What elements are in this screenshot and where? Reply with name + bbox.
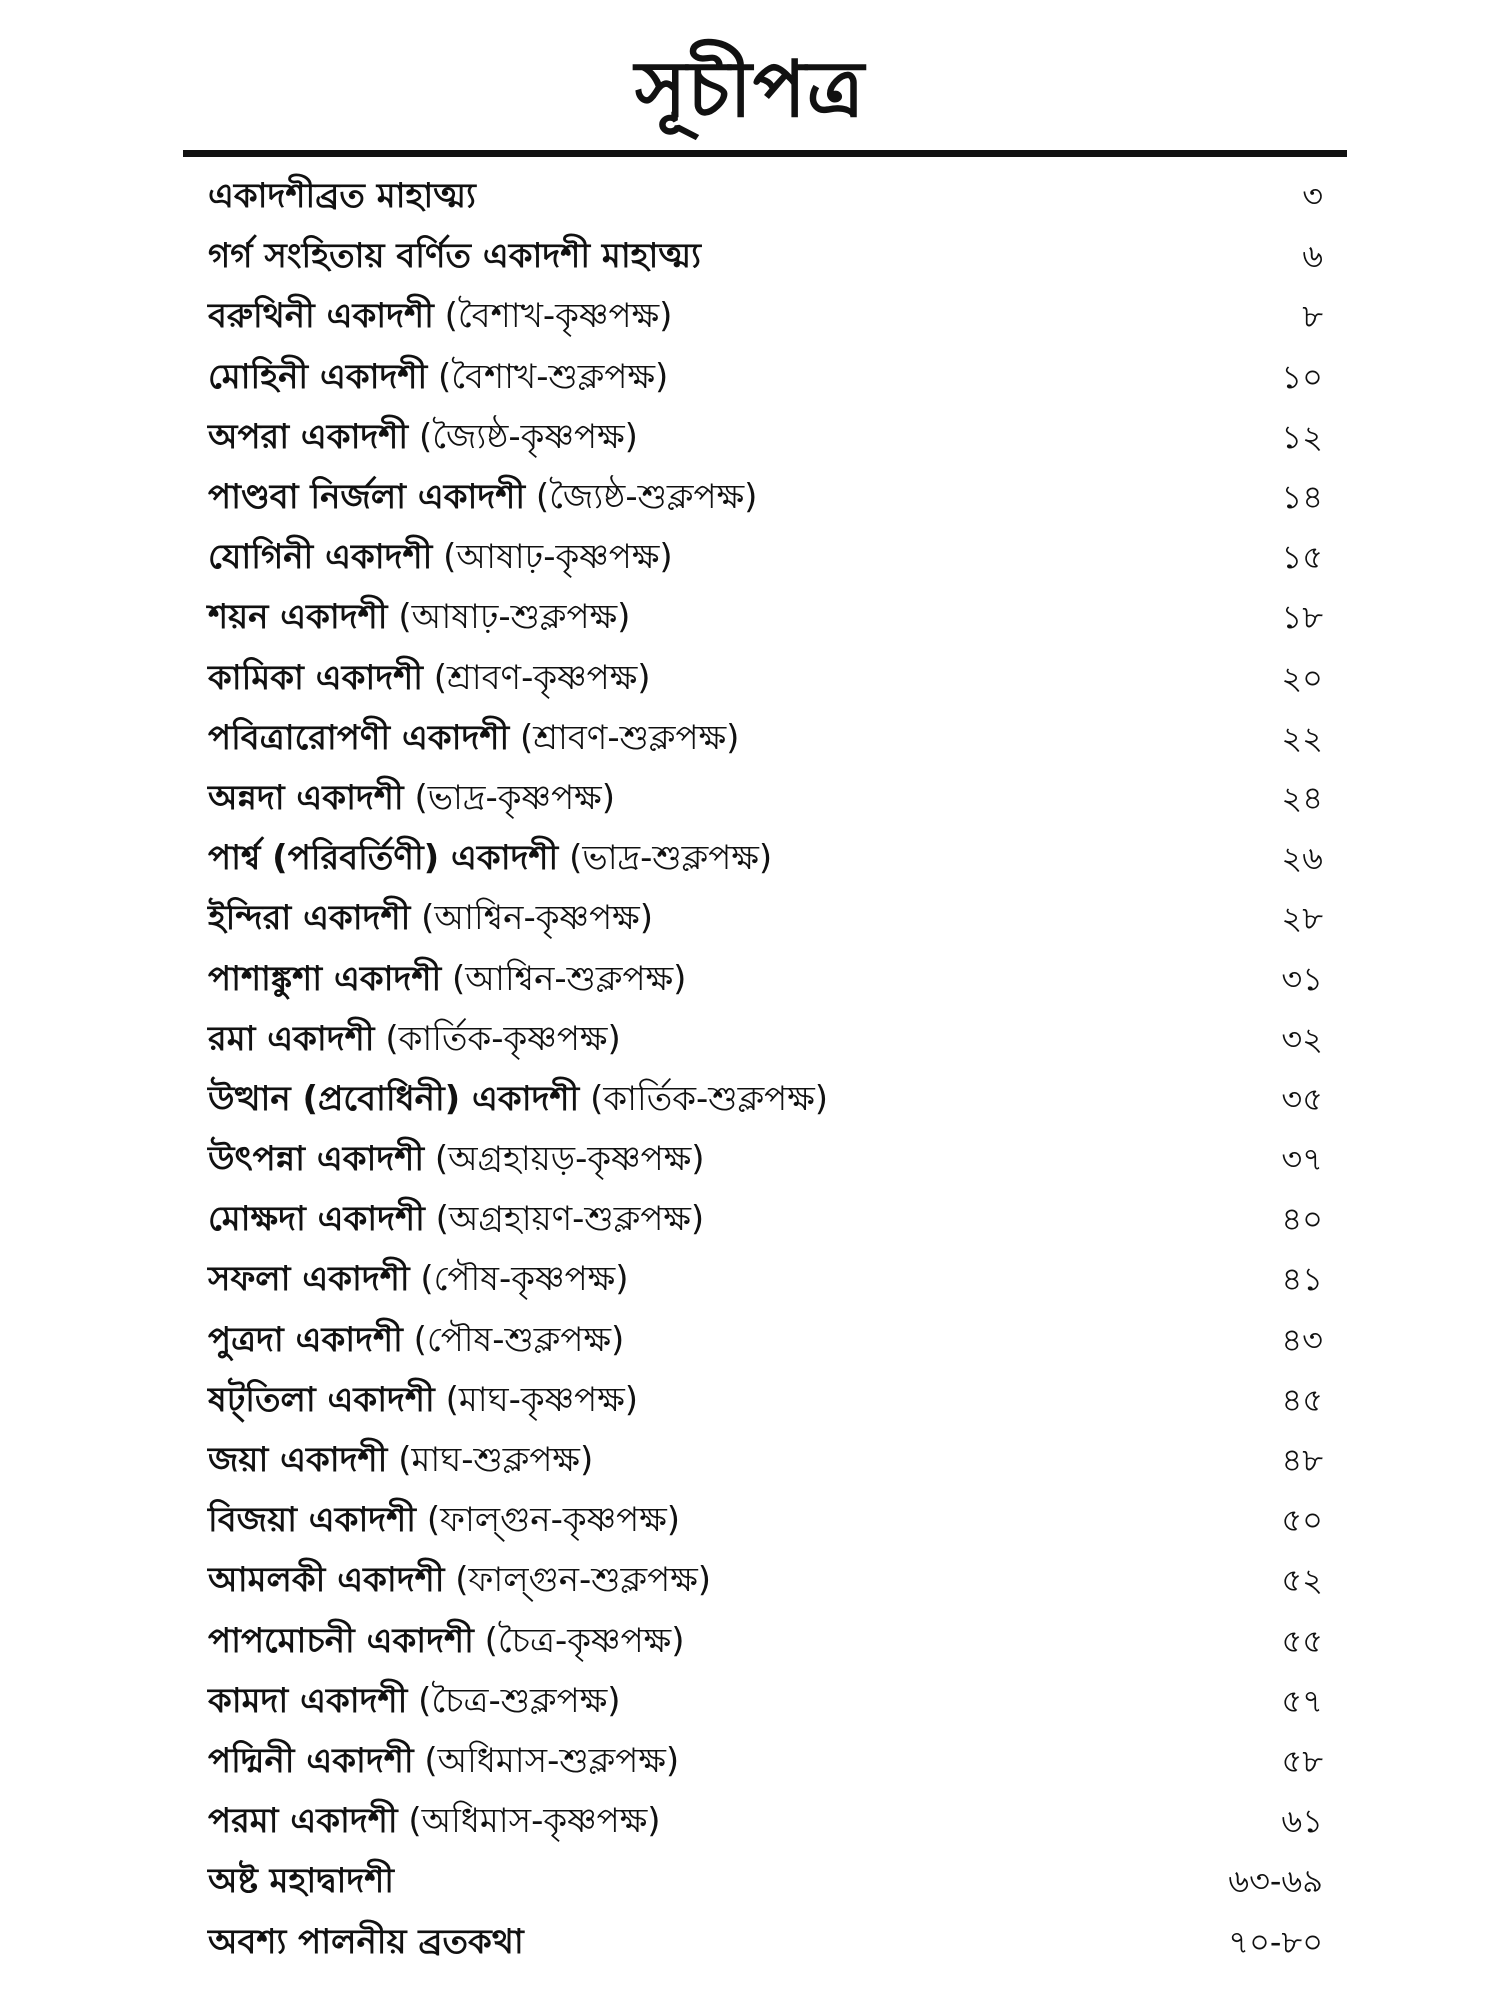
toc-entry-page-number: ৪৫ bbox=[1281, 1380, 1323, 1419]
toc-entry-title bbox=[208, 1490, 680, 1550]
toc-entry-name: পবিত্রারোপণী একাদশী bbox=[208, 717, 510, 758]
toc-entry-paksha: (আষাঢ়-কৃষ্ণপক্ষ) bbox=[443, 537, 673, 578]
toc-entry-title bbox=[208, 347, 668, 407]
table-of-contents bbox=[208, 166, 1323, 1972]
toc-entry-paksha: (ভাদ্র-শুক্লপক্ষ) bbox=[569, 838, 773, 879]
toc-entry-name: উৎপন্না একাদশী bbox=[208, 1139, 425, 1180]
toc-entry bbox=[208, 347, 1323, 407]
toc-entry-title bbox=[208, 1791, 661, 1851]
toc-entry-page-number: ৪০ bbox=[1281, 1200, 1323, 1239]
toc-entry-page-number: ৩৫ bbox=[1281, 1079, 1323, 1118]
toc-entry-paksha: (মাঘ-কৃষ্ণপক্ষ) bbox=[445, 1379, 639, 1420]
toc-entry-name: ইন্দিরা একাদশী bbox=[208, 898, 411, 939]
toc-entry bbox=[208, 1129, 1323, 1189]
toc-entry-name: ষট্‌তিলা একাদশী bbox=[208, 1379, 435, 1420]
toc-entry-page-number: ৪৮ bbox=[1281, 1441, 1323, 1480]
toc-entry-page-number: ৩৭ bbox=[1281, 1140, 1323, 1179]
toc-entry bbox=[208, 1731, 1323, 1791]
toc-entry bbox=[208, 948, 1323, 1008]
toc-entry-name: পদ্মিনী একাদশী bbox=[208, 1740, 414, 1781]
toc-entry-page-number: ১৫ bbox=[1281, 538, 1323, 577]
toc-entry bbox=[208, 1611, 1323, 1671]
toc-entry bbox=[208, 1430, 1323, 1490]
toc-entry-title bbox=[208, 768, 615, 828]
toc-entry-paksha: (চৈত্র-কৃষ্ণপক্ষ) bbox=[484, 1620, 685, 1661]
toc-entry bbox=[208, 166, 1323, 226]
toc-entry bbox=[208, 708, 1323, 768]
toc-entry-paksha: (শ্রাবণ-কৃষ্ণপক্ষ) bbox=[433, 657, 651, 698]
toc-entry-paksha: (চৈত্র-শুক্লপক্ষ) bbox=[418, 1680, 621, 1721]
toc-entry-paksha: (অগ্রহায়ড়-কৃষ্ণপক্ষ) bbox=[434, 1139, 705, 1180]
toc-entry-name: কামিকা একাদশী bbox=[208, 657, 423, 698]
toc-entry-paksha: (বৈশাখ-শুক্লপক্ষ) bbox=[438, 356, 669, 397]
toc-entry-name: রমা একাদশী bbox=[208, 1018, 375, 1059]
toc-entry-page-number: ২৪ bbox=[1281, 778, 1323, 817]
toc-entry-title bbox=[208, 1009, 621, 1069]
toc-entry-page-number: ২৬ bbox=[1281, 839, 1323, 878]
toc-entry-title bbox=[208, 1912, 524, 1972]
toc-entry bbox=[208, 407, 1323, 467]
toc-entry-paksha: (শ্রাবণ-শুক্লপক্ষ) bbox=[520, 717, 740, 758]
toc-entry-page-number: ১০ bbox=[1281, 357, 1323, 396]
toc-entry-paksha: (ভাদ্র-কৃষ্ণপক্ষ) bbox=[414, 777, 615, 818]
toc-entry-title bbox=[208, 407, 638, 467]
toc-entry-page-number: ৬ bbox=[1302, 237, 1323, 276]
toc-entry-name: পার্শ্ব (পরিবর্তিণী) একাদশী bbox=[208, 838, 559, 879]
toc-entry-page-number: ৭০-৮০ bbox=[1228, 1922, 1323, 1961]
toc-entry-name: সফলা একাদশী bbox=[208, 1259, 410, 1300]
toc-entry-title bbox=[208, 1310, 624, 1370]
toc-entry-name: অষ্ট মহাদ্বাদশী bbox=[208, 1861, 395, 1902]
toc-entry-name: অবশ্য পালনীয় ব্রতকথা bbox=[208, 1921, 524, 1962]
toc-entry-name: পাপমোচনী একাদশী bbox=[208, 1620, 474, 1661]
toc-entry-paksha: (ফাল্গুন-কৃষ্ণপক্ষ) bbox=[426, 1500, 681, 1541]
toc-entry-paksha: (বৈশাখ-কৃষ্ণপক্ষ) bbox=[444, 296, 673, 337]
toc-entry bbox=[208, 1249, 1323, 1309]
toc-entry bbox=[208, 1370, 1323, 1430]
toc-entry-title bbox=[208, 1550, 711, 1610]
toc-entry-paksha: (অধিমাস-শুক্লপক্ষ) bbox=[424, 1740, 680, 1781]
toc-entry-title bbox=[208, 226, 701, 286]
toc-entry-title bbox=[208, 286, 672, 346]
toc-entry-title bbox=[208, 828, 772, 888]
toc-entry-paksha: (আষাঢ়-শুক্লপক্ষ) bbox=[398, 597, 631, 638]
toc-entry-title bbox=[208, 467, 757, 527]
toc-entry bbox=[208, 648, 1323, 708]
toc-entry-name: যোগিনী একাদশী bbox=[208, 537, 433, 578]
toc-entry-page-number: ১২ bbox=[1281, 417, 1323, 456]
toc-entry-name: শয়ন একাদশী bbox=[208, 597, 388, 638]
toc-entry-page-number: ৬৩-৬৯ bbox=[1228, 1862, 1323, 1901]
toc-entry bbox=[208, 1490, 1323, 1550]
toc-entry-title bbox=[208, 166, 476, 226]
toc-entry bbox=[208, 1550, 1323, 1610]
toc-entry-page-number: ২০ bbox=[1281, 658, 1323, 697]
toc-entry-title bbox=[208, 587, 630, 647]
toc-entry-name: অন্নদা একাদশী bbox=[208, 777, 404, 818]
toc-entry-paksha: (মাঘ-শুক্লপক্ষ) bbox=[398, 1440, 594, 1481]
toc-entry bbox=[208, 286, 1323, 346]
toc-entry bbox=[208, 888, 1323, 948]
toc-entry-paksha: (কার্তিক-শুক্লপক্ষ) bbox=[590, 1078, 829, 1119]
toc-entry-paksha: (পৌষ-কৃষ্ণপক্ষ) bbox=[420, 1259, 629, 1300]
toc-entry bbox=[208, 1851, 1323, 1911]
toc-entry-page-number: ৫০ bbox=[1281, 1501, 1323, 1540]
title-divider bbox=[183, 150, 1347, 157]
toc-entry-title bbox=[208, 648, 651, 708]
toc-entry bbox=[208, 1791, 1323, 1851]
toc-entry-title bbox=[208, 1249, 628, 1309]
toc-entry-name: পাণ্ডবা নির্জলা একাদশী bbox=[208, 477, 526, 518]
toc-entry-title bbox=[208, 1430, 593, 1490]
toc-entry-paksha: (অধিমাস-কৃষ্ণপক্ষ) bbox=[408, 1801, 661, 1842]
toc-entry-name: মোক্ষদা একাদশী bbox=[208, 1199, 425, 1240]
toc-entry bbox=[208, 1911, 1323, 1971]
toc-entry bbox=[208, 527, 1323, 587]
toc-entry-title bbox=[208, 1851, 394, 1911]
toc-entry-paksha: (অগ্রহায়ণ-শুক্লপক্ষ) bbox=[435, 1199, 705, 1240]
page-title: সূচীপত্র bbox=[634, 45, 866, 135]
toc-entry-title bbox=[208, 527, 673, 587]
toc-entry bbox=[208, 587, 1323, 647]
toc-entry-name: গর্গ সংহিতায় বর্ণিত একাদশী মাহাত্ম্য bbox=[208, 236, 702, 277]
toc-entry-page-number: ৬১ bbox=[1281, 1802, 1323, 1841]
toc-entry-paksha: (পৌষ-শুক্লপক্ষ) bbox=[413, 1319, 625, 1360]
toc-entry-page-number: ৫৭ bbox=[1281, 1681, 1323, 1720]
toc-entry-page-number: ২২ bbox=[1281, 718, 1323, 757]
toc-entry-title bbox=[208, 1611, 684, 1671]
toc-entry bbox=[208, 467, 1323, 527]
toc-entry-page-number: ৪১ bbox=[1281, 1260, 1323, 1299]
toc-entry-name: অপরা একাদশী bbox=[208, 416, 409, 457]
toc-entry-name: পরমা একাদশী bbox=[208, 1801, 398, 1842]
toc-entry-page-number: ৮ bbox=[1302, 297, 1323, 336]
toc-entry-page-number: ৫৮ bbox=[1281, 1741, 1323, 1780]
toc-entry-title bbox=[208, 1671, 621, 1731]
toc-entry-name: কামদা একাদশী bbox=[208, 1680, 408, 1721]
toc-entry-page-number: ৪৩ bbox=[1281, 1320, 1323, 1359]
toc-entry bbox=[208, 1069, 1323, 1129]
toc-entry-page-number: ৩১ bbox=[1281, 959, 1323, 998]
toc-entry-page-number: ৩ bbox=[1302, 177, 1323, 216]
toc-entry bbox=[208, 768, 1323, 828]
toc-entry-paksha: (আশ্বিন-কৃষ্ণপক্ষ) bbox=[421, 898, 653, 939]
toc-entry-title bbox=[208, 708, 739, 768]
toc-entry-name: আমলকী একাদশী bbox=[208, 1560, 445, 1601]
toc-entry-paksha: (ফাল্গুন-শুক্লপক্ষ) bbox=[455, 1560, 712, 1601]
toc-entry-paksha: (জ্যৈষ্ঠ-শুক্লপক্ষ) bbox=[535, 477, 758, 518]
toc-entry bbox=[208, 1009, 1323, 1069]
toc-entry-title bbox=[208, 1069, 828, 1129]
toc-entry-name: বরুথিনী একাদশী bbox=[208, 296, 434, 337]
toc-entry-name: পুত্রদা একাদশী bbox=[208, 1319, 403, 1360]
toc-entry-page-number: ২৮ bbox=[1281, 899, 1323, 938]
toc-entry bbox=[208, 1189, 1323, 1249]
toc-entry-paksha: (আশ্বিন-শুক্লপক্ষ) bbox=[452, 958, 687, 999]
toc-entry-page-number: ১৪ bbox=[1281, 478, 1323, 517]
toc-entry-title bbox=[208, 888, 653, 948]
toc-entry-paksha: (জ্যৈষ্ঠ-কৃষ্ণপক্ষ) bbox=[418, 416, 638, 457]
toc-entry-name: একাদশীব্রত মাহাত্ম্য bbox=[208, 176, 476, 217]
toc-entry-page-number: ১৮ bbox=[1281, 598, 1323, 637]
toc-entry-name: বিজয়া একাদশী bbox=[208, 1500, 417, 1541]
toc-entry-title bbox=[208, 1370, 638, 1430]
toc-entry-title bbox=[208, 1129, 705, 1189]
toc-entry-title bbox=[208, 1189, 704, 1249]
toc-entry-title bbox=[208, 1731, 679, 1791]
toc-entry-paksha: (কার্তিক-কৃষ্ণপক্ষ) bbox=[385, 1018, 621, 1059]
toc-entry-name: জয়া একাদশী bbox=[208, 1440, 388, 1481]
toc-entry-page-number: ৫৫ bbox=[1281, 1621, 1323, 1660]
toc-entry-name: উত্থান (প্রবোধিনী) একাদশী bbox=[208, 1078, 580, 1119]
toc-entry-page-number: ৫২ bbox=[1281, 1561, 1323, 1600]
toc-entry bbox=[208, 1310, 1323, 1370]
toc-entry-name: পাশাঙ্কুশা একাদশী bbox=[208, 958, 442, 999]
toc-entry bbox=[208, 1671, 1323, 1731]
toc-entry-title bbox=[208, 949, 686, 1009]
toc-entry-page-number: ৩২ bbox=[1281, 1019, 1323, 1058]
toc-entry bbox=[208, 226, 1323, 286]
toc-entry-name: মোহিনী একাদশী bbox=[208, 356, 428, 397]
toc-entry bbox=[208, 828, 1323, 888]
